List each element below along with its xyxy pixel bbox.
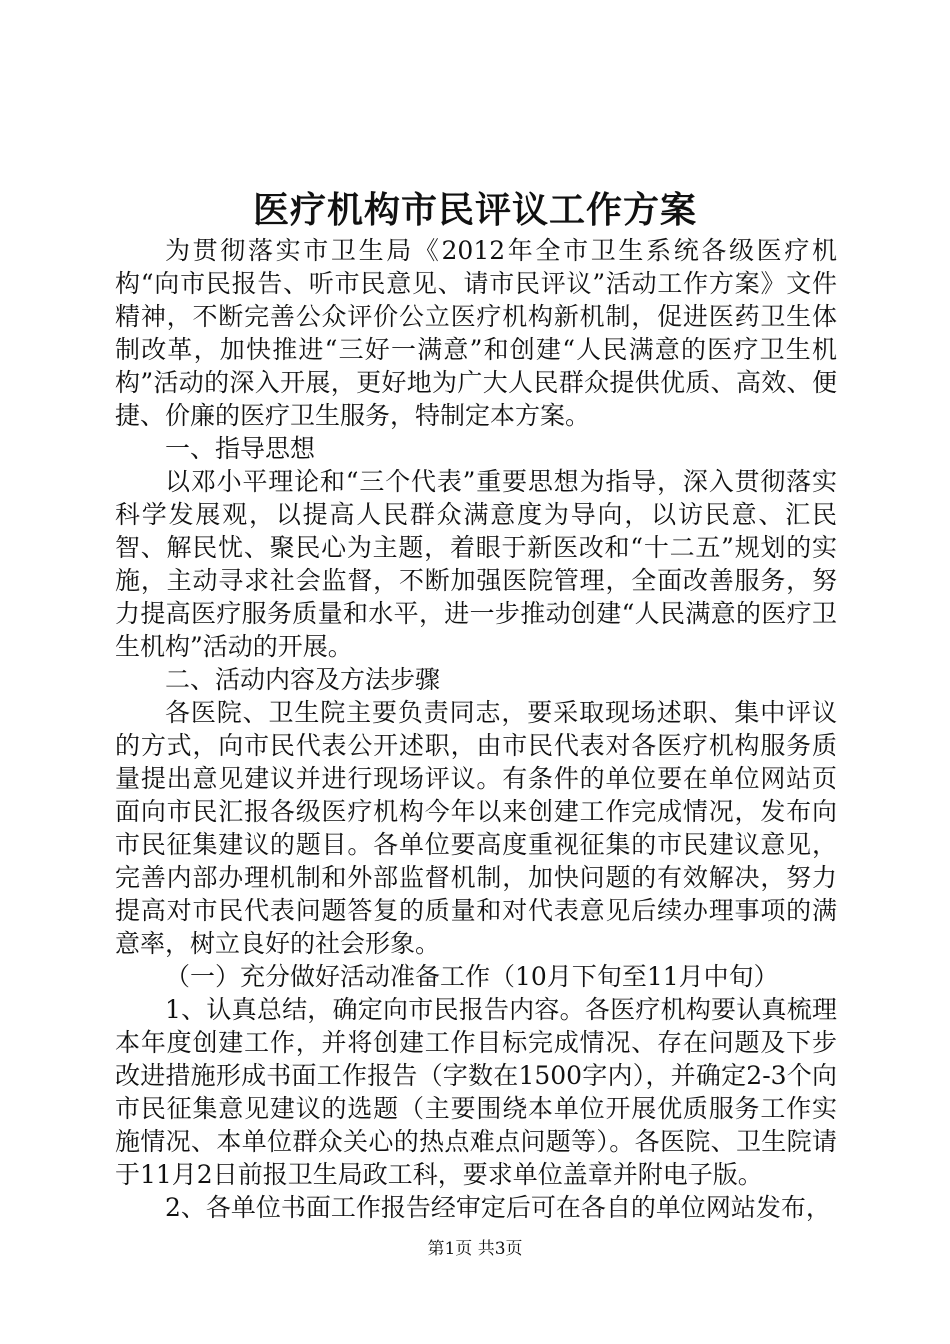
subsection-heading-preparation: （一）充分做好活动准备工作（10月下旬至11月中旬） xyxy=(165,962,779,991)
paragraph-activity-content: 各医院、卫生院主要负责同志，要采取现场述职、集中评议的方式，向市民代表公开述职，由市民代表对各医疗机构服务质量提出意见建议并进行现场评议。有条件的单位要在单位网站页面向市民汇报各级医疗机构今年以来创建工作完成情况，发布向市民征集建议的题目。各单位要高度重视征集的市民建议意见，完善内部办理机制和外部监督机制，加快问题的有效解决，努力提高对市民代表问题答复的质量和对代表意见后续办理事项的满意率，树立良好的社会形象。 xyxy=(115,698,837,958)
paragraph-intro: 为贯彻落实市卫生局《2012年全市卫生系统各级医疗机构“向市民报告、听市民意见、请市民评议”活动工作方案》文件精神，不断完善公众评价公立医疗机构新机制，促进医药卫生体制改革，加快推进“三好一满意”和创建“人民满意的医疗卫生机构”活动的深入开展，更好地为广大人民群众提供优质、高效、便捷、价廉的医疗卫生服务，特制定本方案。 xyxy=(115,236,837,430)
paragraph-item-1: 1、认真总结，确定向市民报告内容。各医疗机构要认真梳理本年度创建工作，并将创建工作目标完成情况、存在问题及下步改进措施形成书面工作报告（字数在1500字内），并确定2-3个向市民征集意见建议的选题（主要围绕本单位开展优质服务工作实施情况、本单位群众关心的热点难点问题等）。各医院、卫生院请于11月2日前报卫生局政工科，要求单位盖章并附电子版。 xyxy=(115,995,837,1189)
section-heading-activity-content: 二、活动内容及方法步骤 xyxy=(165,665,441,694)
page-footer: 第1页 共3页 xyxy=(427,1239,523,1259)
document-title: 医疗机构市民评议工作方案 xyxy=(252,189,697,231)
section-heading-guiding-ideology: 一、指导思想 xyxy=(165,434,316,463)
document-body xyxy=(115,234,837,1224)
paragraph-guiding-ideology: 以邓小平理论和“三个代表”重要思想为指导，深入贯彻落实科学发展观，以提高人民群众满意度为导向，以访民意、汇民智、解民忧、聚民心为主题，着眼于新医改和“十二五”规划的实施，主动寻求社会监督，不断加强医院管理，全面改善服务，努力提高医疗服务质量和水平，进一步推动创建“人民满意的医疗卫生机构”活动的开展。 xyxy=(115,467,837,661)
paragraph-item-2: 2、各单位书面工作报告经审定后可在各自的单位网站发布， xyxy=(165,1193,831,1222)
